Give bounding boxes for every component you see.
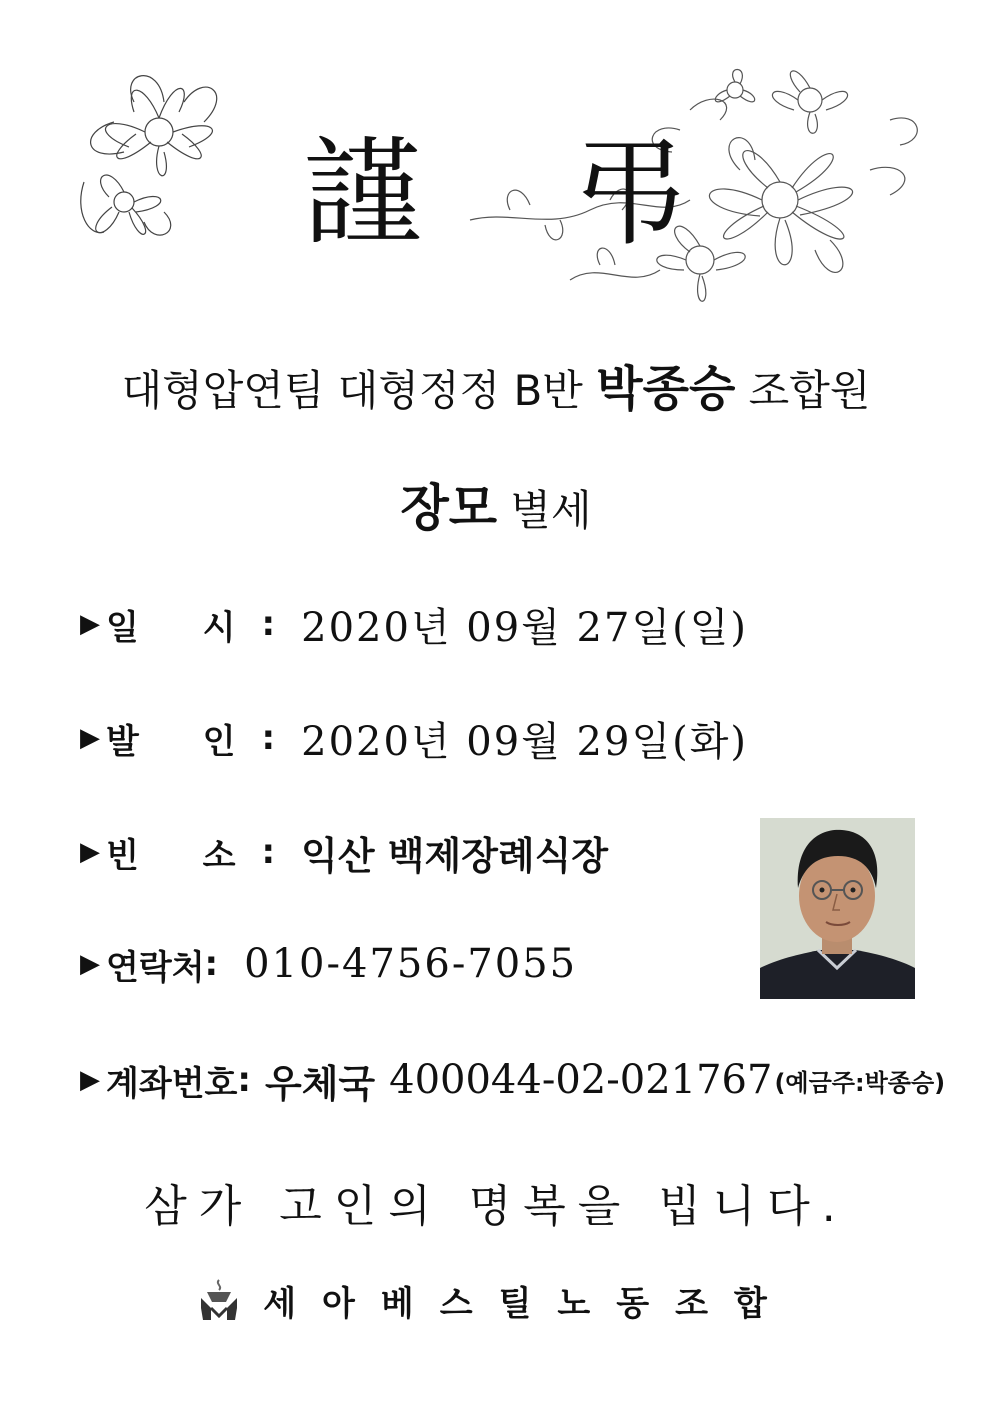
event: 별세	[510, 486, 592, 535]
detail-label: 일 시	[106, 607, 262, 648]
arrow-icon: ▶	[80, 949, 100, 979]
member-title: 조합원	[748, 366, 871, 415]
announcement-line-event	[0, 468, 992, 540]
arrow-icon: ▶	[80, 723, 100, 753]
detail-label: 발 인	[106, 721, 262, 762]
detail-label: 계좌번호	[106, 1063, 238, 1104]
detail-value: 익산 백제장례식장	[301, 833, 609, 878]
team-name: 대형압연팀 대형정정 B반	[121, 366, 583, 415]
detail-colon: :	[261, 718, 276, 758]
heading-char-1: 謹	[302, 124, 421, 262]
announcement-line-member	[0, 350, 992, 419]
arrow-icon: ▶	[80, 837, 100, 867]
relation: 장모	[400, 479, 498, 537]
bank-name: 우체국	[265, 1061, 376, 1106]
union-logo-icon	[199, 1278, 239, 1322]
heading-condolence	[0, 118, 992, 268]
detail-row-contact	[80, 934, 577, 994]
detail-label: 연락처	[106, 947, 205, 988]
member-name: 박종승	[596, 361, 736, 417]
detail-colon: :	[261, 832, 276, 872]
detail-colon: :	[204, 944, 219, 984]
detail-label: 빈 소	[106, 835, 262, 876]
detail-row-venue	[80, 822, 608, 882]
account-number: 400044-02-021767	[389, 1057, 773, 1103]
detail-colon: :	[237, 1060, 251, 1100]
detail-row-date	[80, 594, 748, 654]
heading-char-2: 弔	[571, 124, 690, 262]
account-holder: (예금주:박종승)	[774, 1068, 946, 1097]
member-photo	[760, 818, 915, 999]
closing-message: 삼가 고인의 명복을 빕니다.	[144, 1181, 848, 1232]
detail-row-account	[80, 1050, 945, 1110]
detail-row-funeral	[80, 708, 748, 768]
detail-colon: :	[261, 604, 276, 644]
union-signature	[0, 1272, 992, 1328]
arrow-icon: ▶	[80, 609, 100, 639]
detail-value: 010-4756-7055	[244, 941, 578, 987]
detail-value: 2020년 09월 27일(일)	[301, 604, 748, 651]
detail-value: 2020년 09월 29일(화)	[301, 718, 748, 765]
arrow-icon: ▶	[80, 1065, 100, 1095]
union-name: 세아베스틸노동조합	[263, 1283, 793, 1324]
